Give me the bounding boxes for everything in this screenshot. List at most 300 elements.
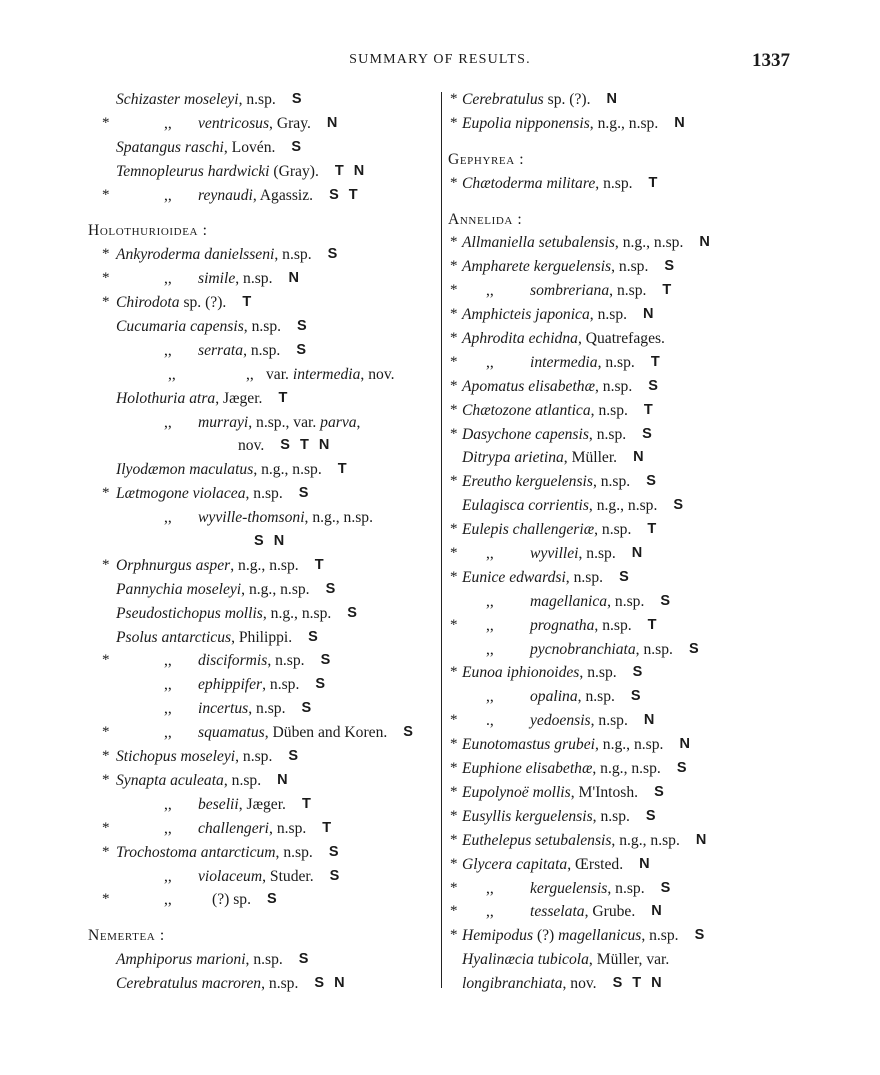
spacer <box>86 207 438 219</box>
left-column <box>86 88 438 996</box>
locality-code: S <box>664 258 678 275</box>
author-note: , n.sp. <box>590 401 628 419</box>
entry-text <box>198 673 299 697</box>
species-entry <box>86 865 438 889</box>
entry-text <box>462 470 630 494</box>
species-name: beselii <box>198 795 239 813</box>
asterisk-marker: * <box>450 568 458 585</box>
ditto-mark: ,, <box>164 724 172 742</box>
locality-code: S <box>403 724 416 741</box>
locality-code: N <box>695 831 710 848</box>
author-note: , n.sp., var. <box>248 413 321 431</box>
entry-text <box>116 482 283 506</box>
species-name: squamatus <box>198 724 265 742</box>
entry-text <box>462 518 631 542</box>
locality-code: S <box>694 927 708 944</box>
author-note: , n.sp. <box>245 951 283 969</box>
entry-text <box>462 423 626 447</box>
entry-text <box>462 853 623 877</box>
asterisk-marker: * <box>102 652 110 669</box>
locality-code: T <box>647 616 660 633</box>
entry-text <box>462 566 603 590</box>
author-note: , Gray. <box>269 114 311 132</box>
locality-code: S <box>673 497 687 514</box>
author-note: sp. (?). <box>543 91 591 108</box>
author-note: , n.sp. <box>595 174 633 192</box>
entry-text <box>462 112 658 136</box>
species-entry <box>86 267 438 291</box>
species-name: Ampharete kerguelensis <box>462 258 612 276</box>
entry-text <box>198 817 306 841</box>
species-name-second: parva <box>320 413 357 431</box>
species-name: Eunoa iphionoides <box>462 664 580 682</box>
entry-text <box>116 578 310 602</box>
species-entry <box>446 709 866 733</box>
species-entry <box>446 327 866 351</box>
locality-code: S <box>347 604 360 621</box>
author-note: (?) <box>533 927 559 945</box>
locality-code: T <box>301 795 314 812</box>
asterisk-marker: * <box>102 270 110 287</box>
locality-code: S <box>291 91 305 107</box>
locality-code: S N <box>254 533 288 550</box>
author-note: , n.sp. <box>245 485 283 503</box>
species-name: Glycera capitata <box>462 855 568 873</box>
species-entry <box>86 482 438 506</box>
author-note: , n.sp. <box>261 975 299 993</box>
locality-code: S <box>298 951 312 968</box>
author-note: , Œrsted. <box>567 855 624 873</box>
locality-code: S <box>632 664 646 681</box>
entry-text <box>462 972 597 996</box>
entry-text <box>462 757 661 781</box>
locality-code: S T N <box>612 975 665 992</box>
asterisk-marker: * <box>450 855 458 872</box>
locality-code: N <box>674 114 688 131</box>
ditto-mark: ,, <box>164 413 172 431</box>
section-heading-text: Holothurioidea : <box>88 222 208 240</box>
author-note: , nov. <box>562 975 597 993</box>
asterisk-marker: * <box>102 556 110 573</box>
author-note: , n.sp. <box>267 652 305 670</box>
asterisk-marker: * <box>450 807 458 824</box>
species-name: Psolus antarcticus <box>116 628 232 646</box>
author-note: , n.g., n.sp. <box>614 234 684 252</box>
locality-code: S <box>660 592 674 609</box>
locality-code: S <box>619 568 632 585</box>
author-note: , M'Intosh. <box>570 783 639 801</box>
species-name: sombreriana <box>530 282 610 300</box>
species-name: opalina <box>530 688 578 706</box>
species-name: wyville-thomsoni <box>198 509 305 527</box>
asterisk-marker: * <box>450 879 458 896</box>
species-entry <box>446 972 866 996</box>
section-heading-text: Annelida : <box>448 210 523 228</box>
species-entry <box>86 745 438 769</box>
species-name: Allmaniella setubalensis <box>462 234 615 252</box>
species-name: Spatangus raschi <box>116 138 224 156</box>
author-note: , n.sp. <box>577 688 615 706</box>
species-name: kerguelensis <box>530 879 608 897</box>
entry-text <box>530 877 645 901</box>
page-number: 1337 <box>752 50 790 71</box>
species-entry <box>86 697 438 721</box>
entry-text <box>462 327 665 351</box>
ditto-mark: ,, <box>486 879 494 897</box>
species-entry <box>86 649 438 673</box>
entry-text <box>116 387 262 411</box>
asterisk-marker: * <box>450 330 458 347</box>
entry-text <box>198 411 360 435</box>
locality-code: N <box>651 903 665 920</box>
species-entry <box>86 458 438 482</box>
ditto-mark: ,, <box>168 365 176 383</box>
author-note: , Müller, var. <box>588 951 670 969</box>
ditto-mark: ,, <box>486 903 494 921</box>
author-note: , n.sp. <box>589 306 628 324</box>
ditto-mark: ,, <box>164 891 172 909</box>
locality-code: S N <box>314 975 348 992</box>
asterisk-marker: * <box>102 771 110 788</box>
species-name: Eupolia nipponensis <box>462 114 590 132</box>
author-note: , n.sp. <box>635 640 673 658</box>
species-name: Schizaster moseleyi <box>116 91 239 108</box>
asterisk-marker: * <box>450 306 458 323</box>
section-heading <box>446 208 866 232</box>
author-note: , n.sp. <box>609 282 647 300</box>
species-entry <box>446 518 866 542</box>
locality-code: T <box>278 389 291 406</box>
asterisk-marker: * <box>450 114 458 131</box>
species-entry <box>86 434 438 458</box>
locality-code: N <box>326 114 341 131</box>
ditto-mark: ,, <box>164 676 172 694</box>
species-entry <box>86 184 438 208</box>
entry-text <box>198 506 373 530</box>
ditto-mark: ,, <box>486 353 494 371</box>
species-name: Aphrodita echidna <box>462 330 578 348</box>
species-entry <box>86 673 438 697</box>
locality-code: N <box>631 545 646 562</box>
locality-code: S <box>328 843 342 860</box>
species-name: violaceum <box>198 867 263 885</box>
species-entry <box>446 112 866 136</box>
entry-text <box>116 458 322 482</box>
locality-code: S <box>660 879 674 896</box>
entry-text <box>238 434 264 458</box>
species-name: intermedia <box>292 365 361 383</box>
species-name: Synapta aculeata <box>116 771 224 789</box>
species-name: disciformis <box>198 652 268 670</box>
species-entry <box>446 805 866 829</box>
species-entry <box>86 291 438 315</box>
ditto-mark-second: ,, <box>246 365 254 383</box>
entry-text <box>116 602 331 626</box>
asterisk-marker: * <box>450 545 458 562</box>
species-name: Amphicteis japonica <box>462 306 590 324</box>
spacer <box>446 136 866 148</box>
species-entry <box>446 542 866 566</box>
locality-code: N <box>277 771 291 788</box>
species-entry <box>446 351 866 375</box>
species-entry <box>86 626 438 650</box>
author-note: sp. (?). <box>179 294 227 312</box>
species-entry <box>86 972 438 996</box>
asterisk-marker: * <box>102 748 110 765</box>
asterisk-marker: * <box>102 114 110 131</box>
locality-code: N <box>643 712 658 729</box>
author-note: , n.sp. <box>274 246 312 264</box>
entry-text <box>462 661 617 685</box>
locality-code: S <box>676 760 690 777</box>
locality-code: T N <box>334 162 368 179</box>
locality-code: S <box>630 688 644 705</box>
species-entry <box>446 614 866 638</box>
locality-code: S <box>308 628 321 645</box>
entry-text <box>462 303 627 327</box>
asterisk-marker: * <box>450 425 458 442</box>
author-note: , n.sp. <box>592 807 630 825</box>
author-note: , n.sp. <box>262 676 300 694</box>
ditto-mark: ,, <box>486 616 494 634</box>
asterisk-marker: * <box>102 294 110 311</box>
ditto-mark: ,, <box>164 867 172 885</box>
locality-code: S <box>291 138 305 155</box>
locality-code: N <box>288 270 302 287</box>
species-name: Cucumaria capensis <box>116 318 244 336</box>
species-entry <box>446 88 866 112</box>
author-note: , n.sp. <box>235 270 273 288</box>
locality-code: N <box>699 234 713 251</box>
locality-code: T <box>648 174 661 191</box>
entry-text <box>530 590 644 614</box>
ditto-mark: ,, <box>486 592 494 610</box>
author-note: , n.sp. <box>243 318 282 336</box>
locality-code: N <box>606 91 620 107</box>
entry-prefix: var. <box>266 365 293 383</box>
entry-text <box>462 231 683 255</box>
entry-text <box>198 697 286 721</box>
species-entry <box>86 112 438 136</box>
ditto-mark: ,, <box>164 114 172 132</box>
author-note: , n.sp. <box>269 819 307 837</box>
author-note: , n.g., n.sp. <box>262 604 332 622</box>
entry-text <box>266 363 395 387</box>
species-name: Trochostoma antarcticum <box>116 843 276 861</box>
locality-code: N <box>643 306 657 323</box>
species-name: simile <box>198 270 236 288</box>
asterisk-marker: * <box>102 891 110 908</box>
author-note: , Müller. <box>563 449 618 467</box>
species-name: Eupolynoë mollis <box>462 783 571 801</box>
author-note: , n.g., n.sp. <box>588 497 658 515</box>
species-name: prognatha <box>530 616 595 634</box>
author-note: , n.sp. <box>578 545 616 563</box>
species-entry <box>446 638 866 662</box>
entry-text <box>530 900 635 924</box>
entry-text <box>462 255 648 279</box>
species-name: Stichopus moseleyi <box>116 748 236 766</box>
ditto-mark: ,, <box>164 795 172 813</box>
author-note: , n.sp. <box>607 592 645 610</box>
species-entry <box>446 399 866 423</box>
species-entry <box>86 315 438 339</box>
ditto-mark: ,, <box>164 341 172 359</box>
species-name: Eusyllis kerguelensis <box>462 807 593 825</box>
species-name: Apomatus elisabethæ <box>462 377 595 395</box>
locality-code: S <box>320 652 334 669</box>
species-name: Eunotomastus grubei <box>462 736 595 754</box>
section-heading <box>86 924 438 948</box>
author-note: , n.sp. <box>238 91 276 108</box>
author-note: , n.sp. <box>607 879 645 897</box>
species-entry <box>86 888 438 912</box>
species-name: Orphnurgus asper <box>116 556 231 574</box>
asterisk-marker: * <box>450 736 458 753</box>
entry-text <box>116 88 276 112</box>
entry-text <box>462 733 663 757</box>
species-entry <box>86 339 438 363</box>
asterisk-marker: * <box>450 174 458 191</box>
author-note: , n.g., n.sp. <box>253 461 322 479</box>
ditto-mark: ,, <box>486 688 494 706</box>
entry-text <box>462 948 669 972</box>
author-note: , n.sp. <box>235 748 273 766</box>
asterisk-marker: * <box>450 927 458 944</box>
section-heading-text: Nemertea : <box>88 927 165 945</box>
species-name: Dasychone capensis <box>462 425 589 443</box>
species-entry <box>446 924 866 948</box>
locality-code: S <box>642 425 655 442</box>
author-note: , n.sp. <box>223 771 262 789</box>
locality-code: T <box>650 353 663 370</box>
species-entry <box>446 446 866 470</box>
entry-text <box>198 649 305 673</box>
author-note: , n.sp. <box>594 616 632 634</box>
species-entry <box>86 160 438 184</box>
author-note: , n.sp. <box>590 712 628 730</box>
species-entry <box>86 387 438 411</box>
author-note: (Gray). <box>269 162 319 180</box>
species-entry <box>446 590 866 614</box>
section-heading <box>86 219 438 243</box>
species-entry <box>86 136 438 160</box>
locality-code: T <box>647 521 660 538</box>
species-entry <box>86 721 438 745</box>
ditto-mark: ,, <box>164 819 172 837</box>
species-name: Ditrypa arietina <box>462 449 564 467</box>
asterisk-marker: * <box>450 831 458 848</box>
entry-text <box>116 769 261 793</box>
ditto-mark: ,, <box>164 700 172 718</box>
species-name: Ankyroderma danielsseni <box>116 246 275 264</box>
species-name: incertus <box>198 700 249 718</box>
species-entry <box>446 900 866 924</box>
author-note: , nov. <box>360 365 395 383</box>
species-entry <box>86 530 438 554</box>
author-note: , Düben and Koren. <box>264 724 388 742</box>
locality-code: N <box>679 736 693 753</box>
species-entry <box>446 685 866 709</box>
species-entry <box>86 554 438 578</box>
author-note: , n.sp. <box>579 664 617 682</box>
species-entry <box>86 363 438 387</box>
species-name: Chirodota <box>116 294 180 312</box>
species-name: tesselata <box>530 903 585 921</box>
ditto-mark: ,, <box>486 640 494 658</box>
species-entry <box>446 375 866 399</box>
species-name: Pannychia moseleyi <box>116 580 242 598</box>
author-note: , n.sp. <box>594 521 632 539</box>
species-name: Holothuria atra <box>116 389 216 407</box>
species-entry <box>86 948 438 972</box>
species-name: Ereutho kerguelensis <box>462 473 593 491</box>
author-note: , n.g., n.sp. <box>611 831 680 849</box>
author-note: , n.sp. <box>275 843 313 861</box>
entry-text <box>116 948 283 972</box>
locality-code: S T <box>329 186 361 203</box>
entry-text <box>530 279 646 303</box>
asterisk-marker: * <box>102 724 110 741</box>
species-name: magellanica <box>530 592 608 610</box>
entry-text <box>530 614 632 638</box>
author-note: , n.g., n.sp. <box>592 760 661 778</box>
species-name: Hyalinæcia tubicola <box>462 951 589 969</box>
entry-text <box>116 554 299 578</box>
ditto-mark: ,, <box>486 282 494 300</box>
species-name: Euthelepus setubalensis <box>462 831 612 849</box>
species-entry <box>446 303 866 327</box>
entry-text <box>462 172 633 196</box>
entry-text <box>116 243 312 267</box>
asterisk-marker: * <box>450 664 458 681</box>
asterisk-marker: * <box>450 903 458 920</box>
species-name-second: magellanicus <box>558 927 642 945</box>
species-entry <box>446 948 866 972</box>
author-note: , Studer. <box>262 867 314 885</box>
asterisk-marker: * <box>450 353 458 370</box>
entry-text <box>198 112 311 136</box>
locality-code: S <box>325 580 339 597</box>
locality-code: T <box>662 282 675 299</box>
author-note: , n.sp. <box>248 700 286 718</box>
entry-text <box>198 793 286 817</box>
running-title: SUMMARY OF RESULTS. <box>349 52 531 67</box>
locality-code: S <box>297 318 310 335</box>
locality-code: S <box>654 783 667 800</box>
species-entry <box>446 877 866 901</box>
asterisk-marker: * <box>450 258 458 275</box>
species-entry <box>446 853 866 877</box>
entry-text <box>116 745 272 769</box>
species-entry <box>446 733 866 757</box>
species-entry <box>86 578 438 602</box>
asterisk-marker: * <box>450 234 458 251</box>
column-divider <box>441 92 442 988</box>
species-name: Cerebratulus <box>462 91 544 108</box>
section-heading-text: Gephyrea : <box>448 150 525 168</box>
species-entry <box>446 255 866 279</box>
asterisk-marker: * <box>102 485 110 502</box>
species-entry <box>446 470 866 494</box>
author-note: , n.sp. <box>588 425 627 443</box>
entry-text <box>530 542 616 566</box>
author-note: , n.sp. <box>594 377 633 395</box>
entry-text <box>462 494 657 518</box>
author-note: , n.g., n.sp. <box>304 509 373 527</box>
author-note: , n.g., n.sp. <box>241 580 310 598</box>
asterisk-marker: * <box>450 401 458 418</box>
